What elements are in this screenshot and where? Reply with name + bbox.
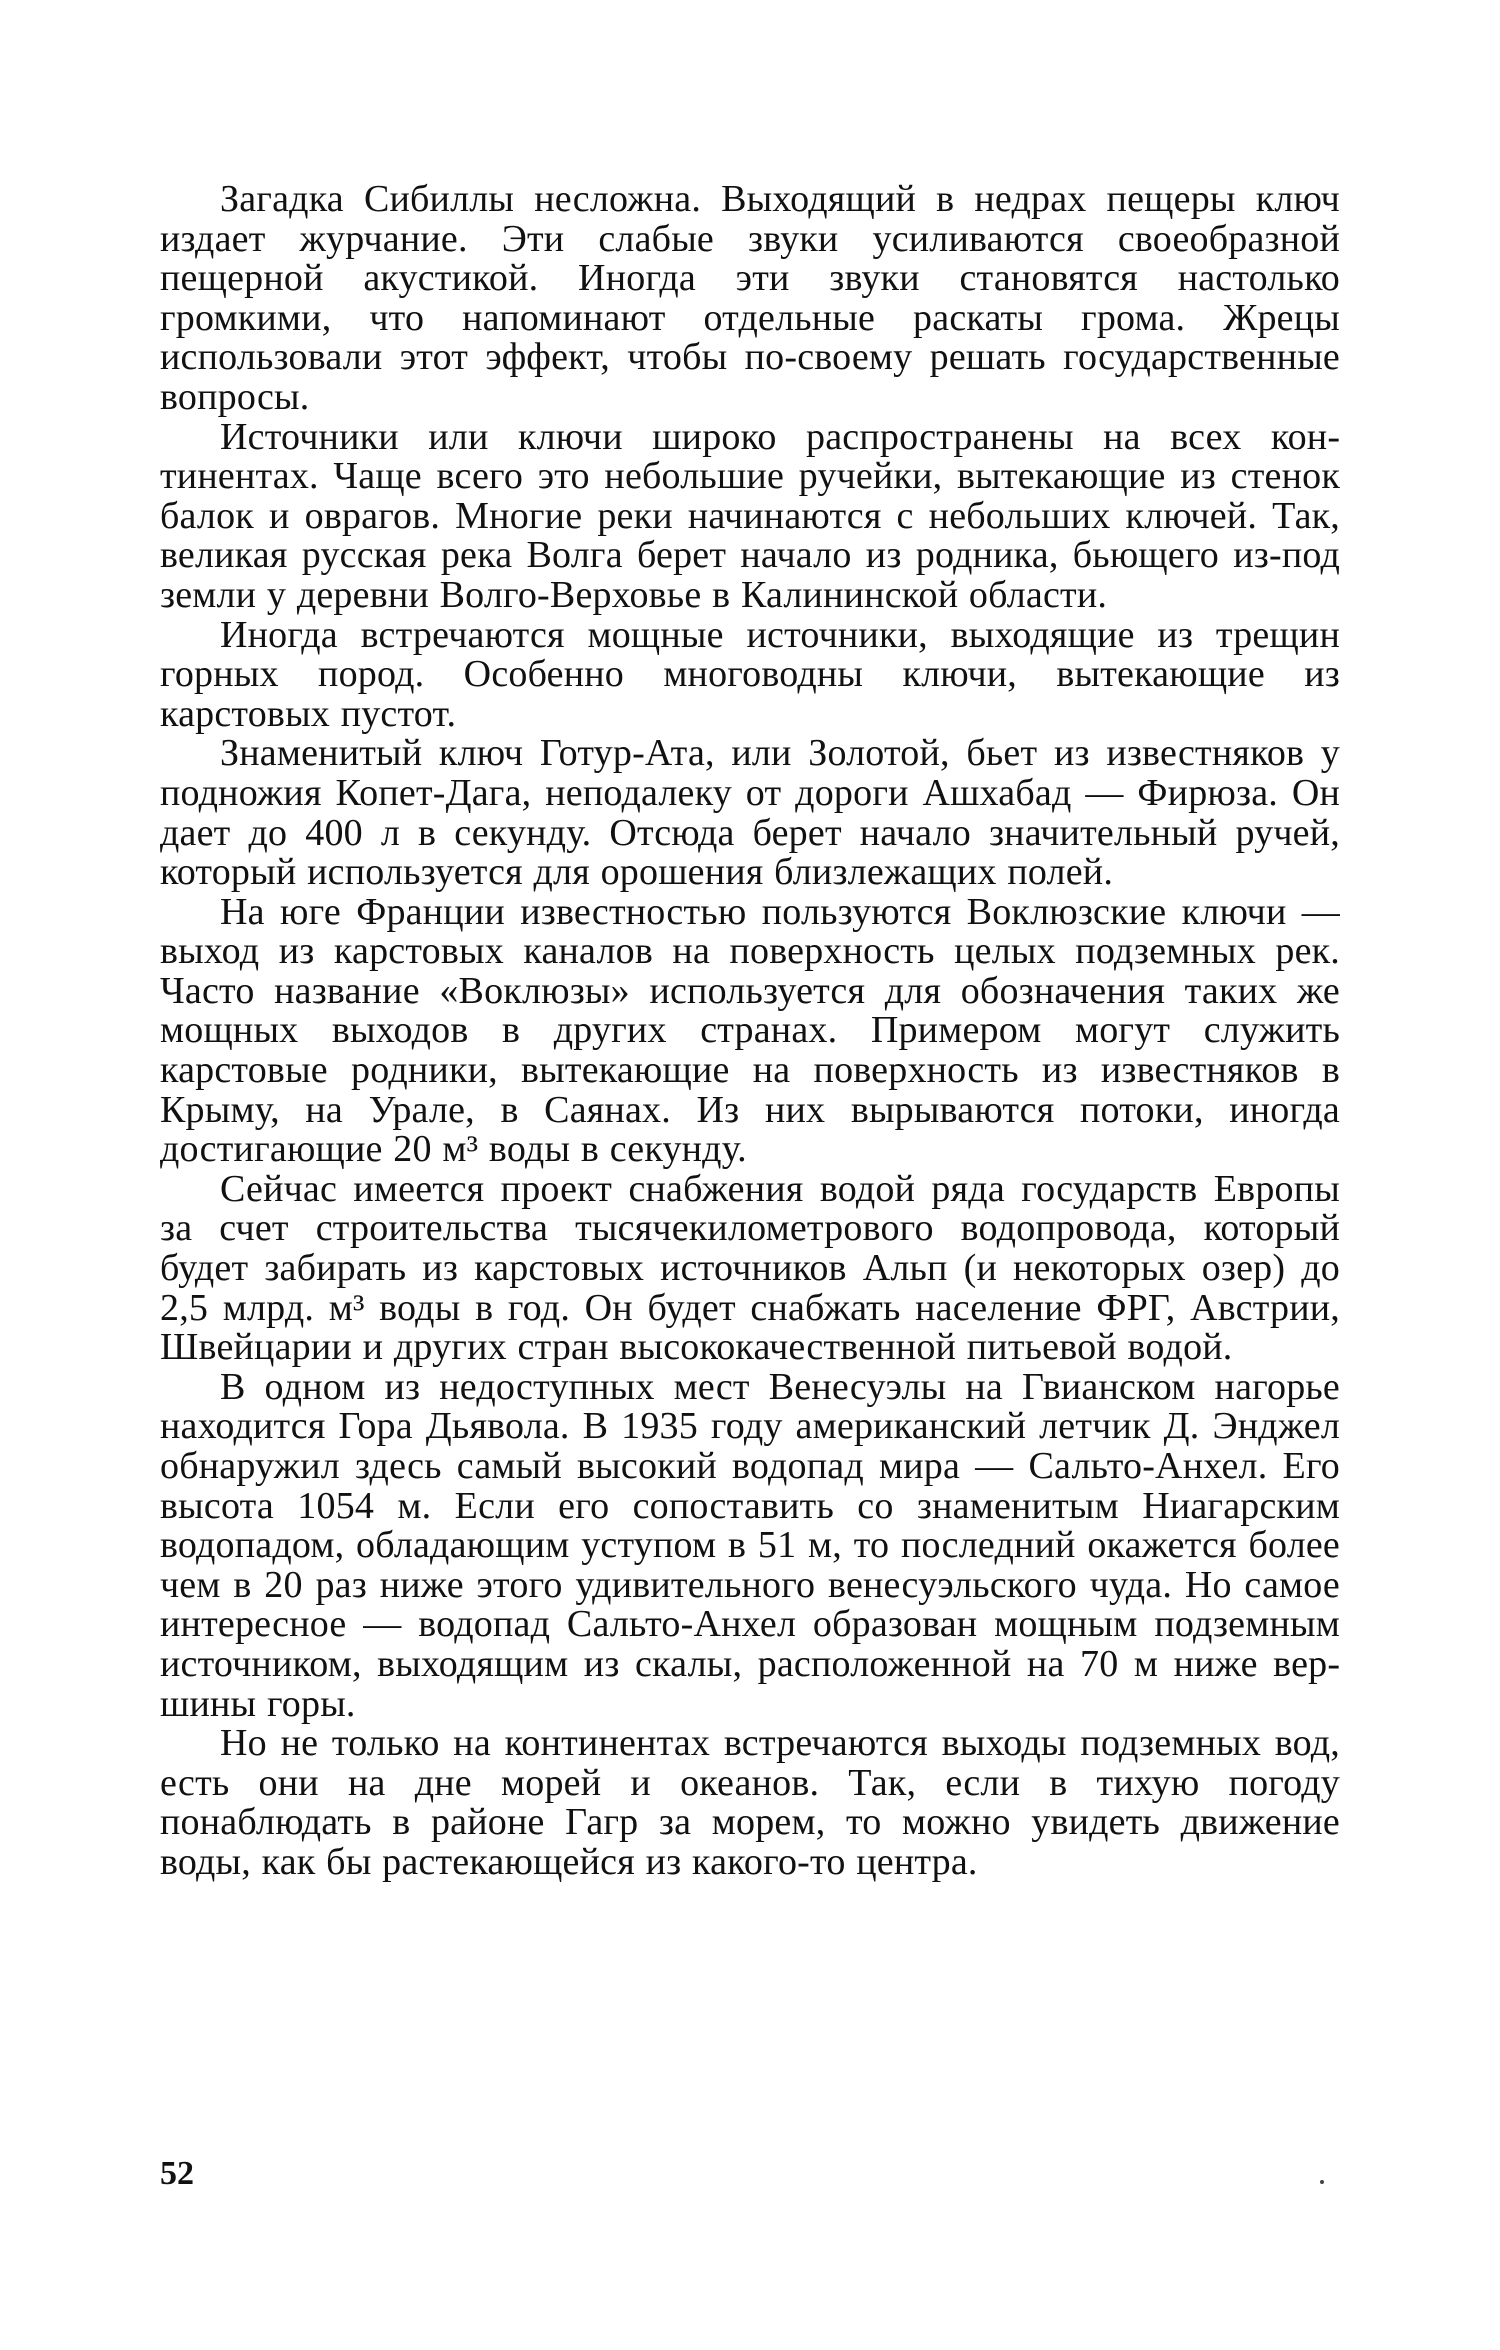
page-number: 52 (160, 2155, 194, 2192)
page-body (160, 180, 1340, 1883)
paragraph-europe-aqueduct: Сейчас имеется проект снабжения водой ряда государств Европы за счет строительства тысячекилометрового водопровода, который будет забирать из карстовых источников Альп (и некоторых озер) до 2,5 млрд. м³ воды в год. Он будет снабжать население ФРГ, Австрии, Швейцарии и других стран высококачественной питьевой водой. (160, 1167, 1340, 1369)
paragraph-vaucluse: На юге Франции известностью пользуются Воклюзские ключи — выход из карстовых каналов на поверхность целых подземных рек. Часто название «Воклюзы» используется для обозначения таких же мощных выходов в других странах. Примером могут служить карстовые родники, вытекающие на поверхность из известняков в Крыму, на Урале, в Саянах. Из них вырываются потоки, иногда достигающие 20 м³ воды в секунду. (160, 890, 1340, 1171)
paragraph-rock-fissures: Иногда встречаются мощные источники, выходящие из трещин горных пород. Особенно многоводны ключи, вытекающие из карстовых пустот. (160, 613, 1340, 735)
paragraph-sibyl: Загадка Сибиллы несложна. Выходящий в недрах пещеры ключ издает журчание. Эти слабые звуки усиливаются своеобразной пещерной акустикой. Иногда эти звуки становятся настолько громкими, что напоминают отдельные раскаты грома. Жрецы использовали этот эффект, чтобы по-своему решать государственные вопросы. (160, 178, 1340, 418)
scan-speck (1320, 2180, 1324, 2184)
paragraph-angel-falls: В одном из недоступных мест Венесуэлы на Гвианском нагорье находится Гора Дьявола. В 1935 году американский летчик Д. Энджел обнаружил здесь самый высокий водопад мира — Сальто-Анхел. Его высота 1054 м. Если его сопоставить со знаменитым Ниагарским водопадом, обладающим уступом в 51 м, то последний окажется более чем в 20 раз ниже этого удивительного венесуэльского чуда. Но самое интересное — водопад Сальто-Анхел образован мощным подземным источником, выходящим из скалы, расположенной на 70 м ниже вершины горы. (160, 1365, 1340, 1725)
paragraph-springs: Источники или ключи широко распространены на всех континентах. Чаще всего это небольшие ручейки, вытекающие из стенок балок и оврагов. Многие реки начинаются с небольших ключей. Так, великая русская река Волга берет начало из родника, бьющего из-под земли у деревни Волго-Верховье в Калининской области. (160, 415, 1340, 616)
paragraph-sea-springs: Но не только на континентах встречаются выходы подземных вод, есть они на дне морей и океанов. Так, если в тихую погоду понаблюдать в районе Гагр за морем, то можно увидеть движение воды, как бы растекающейся из какого-то центра. (160, 1722, 1340, 1883)
paragraph-gotur-ata: Знаменитый ключ Готур-Ата, или Золотой, бьет из известняков у подножия Копет-Дага, неподалеку от дороги Ашхабад — Фирюза. Он дает до 400 л в секунду. Отсюда берет начало значительный ручей, который используется для орошения близлежащих полей. (160, 732, 1340, 894)
